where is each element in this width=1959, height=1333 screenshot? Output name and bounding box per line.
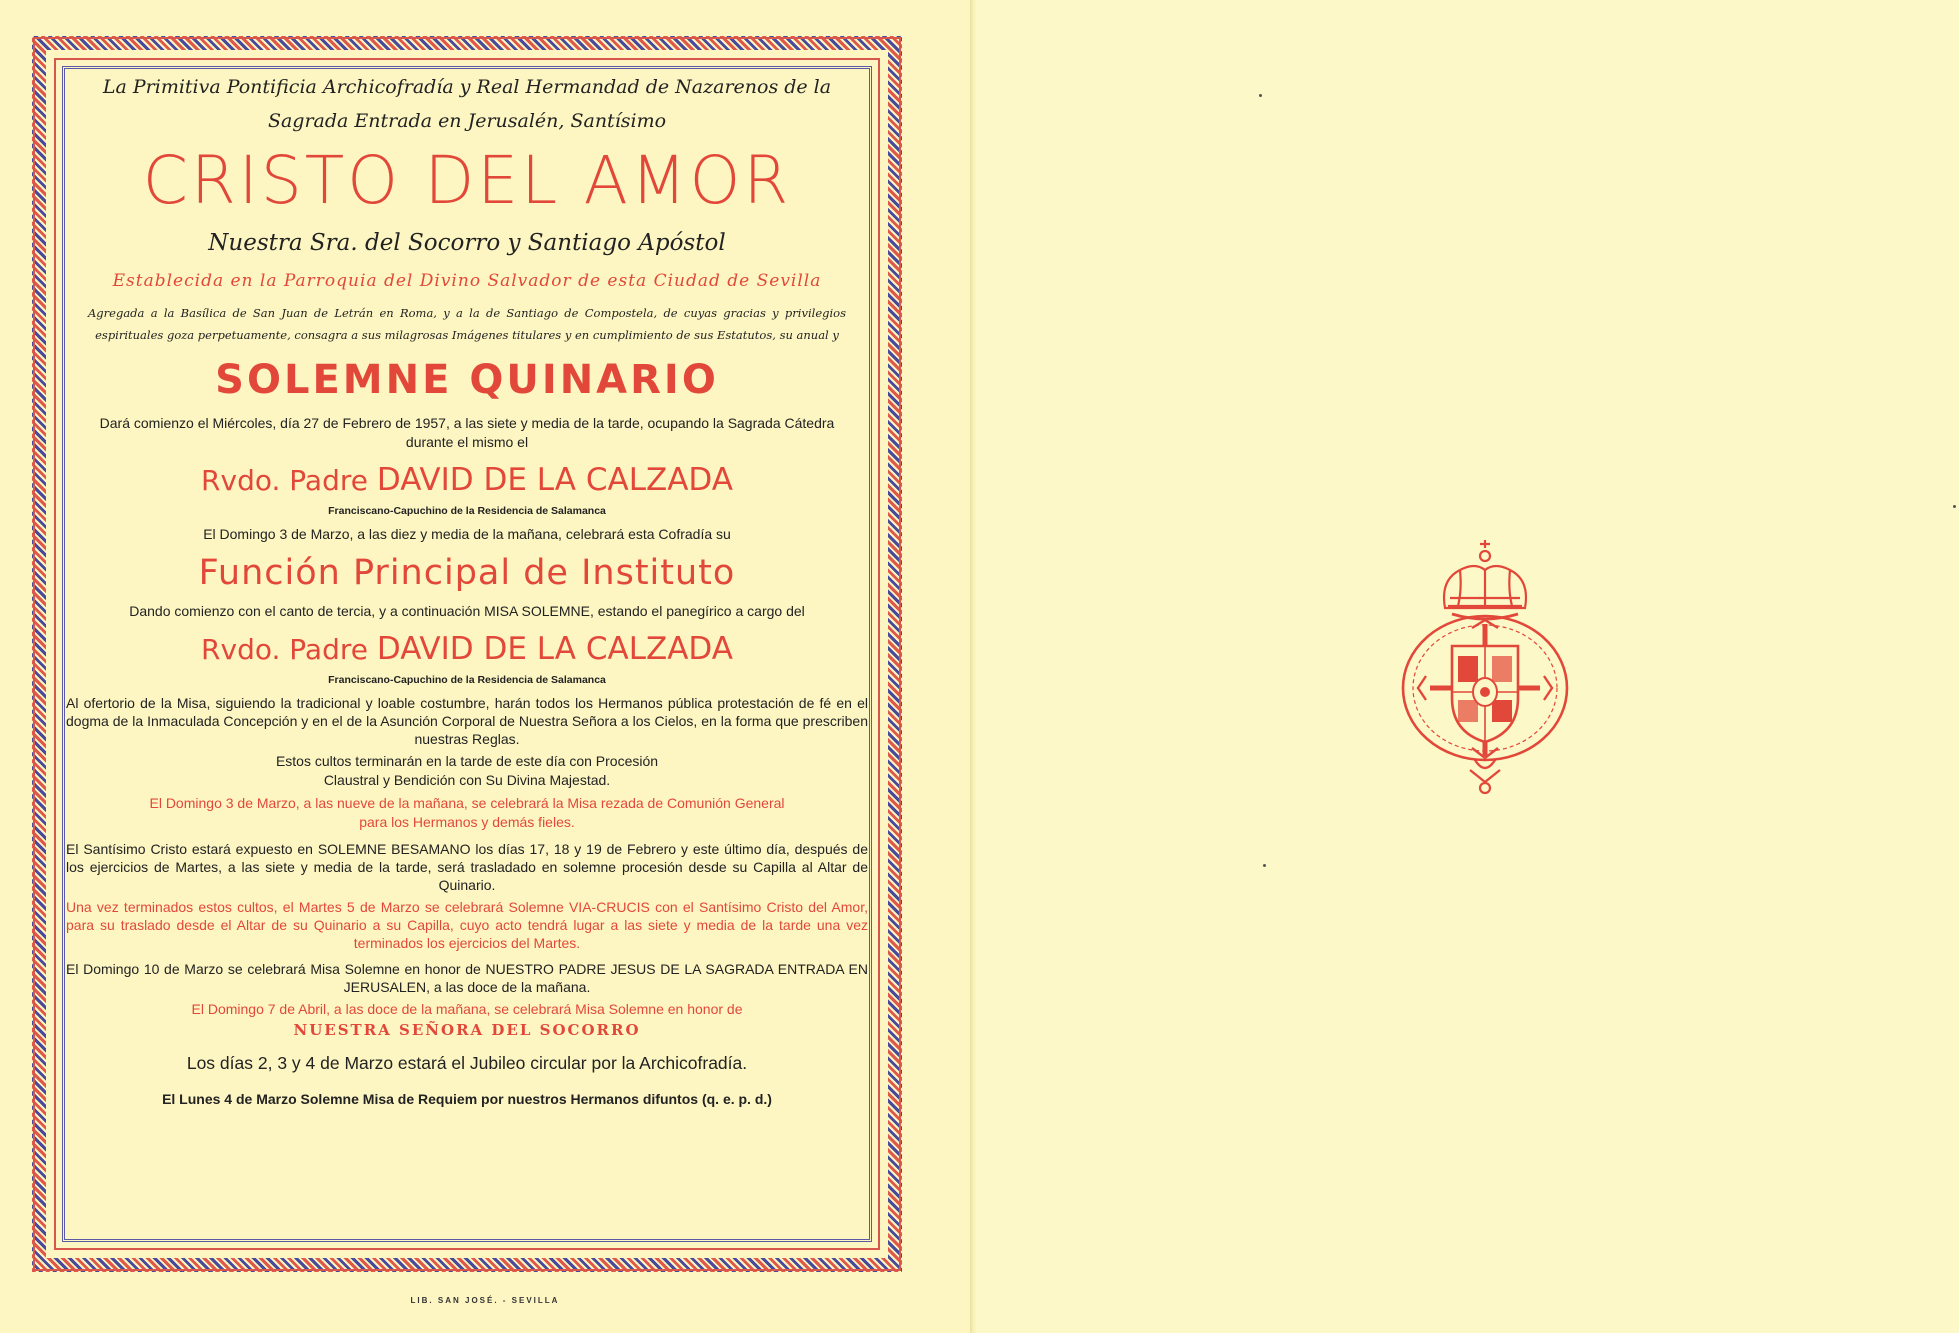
- preacher-prefix: Rvdo. Padre: [201, 464, 368, 497]
- requiem-paragraph: El Lunes 4 de Marzo Solemne Misa de Requiem por nuestros Hermanos difuntos (q. e. p. d.): [162, 1091, 772, 1107]
- preacher-name: DAVID DE LA CALZADA: [376, 631, 733, 667]
- coat-of-arms-icon: [1390, 520, 1580, 800]
- quinario-title: SOLEMNE QUINARIO: [215, 357, 719, 403]
- quinario-start: Dará comienzo el Miércoles, día 27 de Febrero de 1957, a las siete y media de la tarde, ocupando la Sagrada Cátedra durante el mismo el: [99, 415, 835, 450]
- besamano-paragraph: El Santísimo Cristo estará expuesto en SOLEMNE BESAMANO los días 17, 18 y 19 de Febrero y este último día, después de los ejercicios de Martes, a las siete y media de la tarde, será trasladado en solemne procesión desde su Capilla al Altar de Quinario.: [66, 841, 868, 893]
- paper-speck: [1263, 864, 1266, 867]
- header-line-2: Sagrada Entrada en Jerusalén, Santísimo: [267, 110, 667, 132]
- paper-speck: [1953, 505, 1956, 508]
- subtitle: Nuestra Sra. del Socorro y Santiago Apóstol: [208, 230, 726, 256]
- preacher-name: DAVID DE LA CALZADA: [376, 462, 733, 498]
- funcion-desc: Dando comienzo con el canto de tercia, y a continuación MISA SOLEMNE, estando el panegírico a cargo del: [129, 603, 805, 619]
- funcion-affiliation: Franciscano-Capuchino de la Residencia de Salamanca: [328, 674, 606, 686]
- established-line: Establecida en la Parroquia del Divino Salvador de esta Ciudad de Sevilla: [112, 271, 822, 291]
- comunion-paragraph: El Domingo 3 de Marzo, a las nueve de la mañana, se celebrará la Misa rezada de Comunión General para los Hermanos y demás fieles.: [149, 795, 785, 830]
- jubileo-paragraph: Los días 2, 3 y 4 de Marzo estará el Jubileo circular por la Archicofradía.: [186, 1053, 748, 1073]
- main-title: CRISTO DEL AMOR: [142, 142, 792, 219]
- printer-imprint: LIB. SAN JOSÉ. - SEVILLA: [410, 1296, 560, 1305]
- domingo10-paragraph: El Domingo 10 de Marzo se celebrará Misa Solemne en honor de NUESTRO PADRE JESUS DE LA SAGRADA ENTRADA EN JERUSALEN, a las doce de la mañana.: [66, 961, 868, 995]
- funcion-title: Función Principal de Instituto: [198, 553, 736, 593]
- funcion-preacher: [62, 627, 872, 672]
- header-line-1: La Primitiva Pontificia Archicofradía y Real Hermandad de Nazarenos de la: [102, 76, 832, 98]
- aggregated-paragraph: Agregada a la Basílica de San Juan de Letrán en Roma, y a la de Santiago de Compostela, de cuyas gracias y privilegios espirituales goza perpetuamente, consagra a sus milagrosas Imágenes titulares y en cumplimiento de sus Estatutos, su anual y: [88, 306, 846, 342]
- notice-content: [62, 70, 872, 1250]
- preacher-prefix: Rvdo. Padre: [201, 633, 368, 666]
- domingo7-paragraph: El Domingo 7 de Abril, a las doce de la mañana, se celebrará Misa Solemne en honor de: [191, 1001, 743, 1017]
- paper-speck: [1259, 94, 1262, 97]
- ofertorio-paragraph: Al ofertorio de la Misa, siguiendo la tradicional y loable costumbre, harán todos los Hermanos pública protestación de fé en el dogma de la Inmaculada Concepción y en el de la Asunción Corporal de Nuestra Señora a los Cielos, en la forma que prescriben nuestras Reglas.: [66, 695, 868, 747]
- viacrucis-paragraph: Una vez terminados estos cultos, el Martes 5 de Marzo se celebrará Solemne VIA-CRUCIS con el Santísimo Cristo del Amor, para su traslado desde el Altar de su Quinario a su Capilla, cuyo acto tendrá lugar a las siete y media de la tarde una vez terminados los ejercicios del Martes.: [66, 899, 868, 951]
- socorro-line: NUESTRA SEÑORA DEL SOCORRO: [293, 1021, 641, 1039]
- quinario-affiliation: Franciscano-Capuchino de la Residencia de Salamanca: [328, 505, 606, 517]
- quinario-preacher: [62, 458, 872, 503]
- funcion-intro: El Domingo 3 de Marzo, a las diez y media de la mañana, celebrará esta Cofradía su: [203, 526, 731, 542]
- cultos-paragraph: Estos cultos terminarán en la tarde de este día con Procesión Claustral y Bendición con Su Divina Majestad.: [275, 753, 659, 788]
